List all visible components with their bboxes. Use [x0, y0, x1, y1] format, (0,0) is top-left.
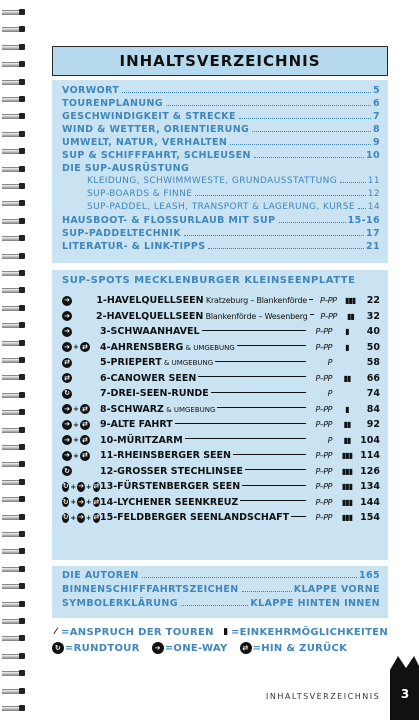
spot-name: [100, 404, 215, 415]
plus-sign: +: [70, 513, 77, 522]
legend: [52, 624, 388, 656]
legend-row-1: [52, 624, 388, 640]
spiral-ring: [2, 493, 26, 505]
spot-page: 74: [366, 388, 380, 400]
spot-tour-type-icons: [62, 435, 100, 445]
beer-mug-icon: ▮: [345, 327, 349, 337]
one-way-icon: ➔: [62, 420, 72, 430]
toc-entry-page: 10: [365, 150, 380, 161]
toc-dot-leader: [208, 248, 364, 249]
spot-title: 13-FÜRSTENBERGER SEEN: [100, 481, 241, 493]
spot-title: 6-CANOWER SEEN: [100, 372, 197, 384]
spiral-ring: [2, 58, 26, 70]
toc-dot-leader: [230, 144, 371, 145]
appendix-page: 165: [358, 570, 380, 581]
difficulty-rating: P: [327, 389, 332, 399]
legend-difficulty: =ANSPRUCH DER TOUREN: [61, 626, 214, 638]
difficulty-rating: P–PP: [315, 404, 332, 414]
return-icon: ⇄: [93, 513, 100, 522]
return-icon: ⇄: [62, 358, 72, 368]
spiral-ring: [2, 145, 26, 157]
spiral-ring: [2, 545, 26, 557]
spiral-ring: [2, 250, 26, 262]
spot-leader-line: [237, 345, 306, 346]
toc-entry[interactable]: [62, 124, 380, 137]
spiral-ring: [2, 76, 26, 88]
difficulty-rating: P: [327, 358, 332, 368]
spot-leader-line: [202, 330, 306, 331]
page-number: 3: [400, 687, 410, 701]
spot-tour-type-icons: [62, 296, 96, 306]
spot-route: Blankenförde – Wesenberg: [205, 311, 308, 321]
spiral-ring: [2, 197, 26, 209]
spot-leader-line: [245, 469, 306, 470]
toc-entry-page: 21: [365, 241, 380, 252]
difficulty-rating: P–PP: [315, 466, 332, 476]
spot-page: 114: [360, 450, 380, 462]
spot-name: [96, 295, 307, 306]
toc-entry-label: SUP-PADDELTECHNIK: [62, 228, 182, 239]
appendix-dot-leader: [142, 577, 357, 578]
spiral-ring: [2, 563, 26, 575]
return-icon: ⇄: [93, 497, 100, 506]
spot-page: 134: [360, 481, 380, 493]
beer-mug-icon: ▮▮: [347, 311, 354, 321]
spot-tour-type-icons: [62, 497, 100, 507]
appendix-page: KLAPPE HINTEN INNEN: [250, 598, 380, 609]
spot-title: 8-SCHWARZ: [100, 403, 164, 415]
toc-dot-leader: [122, 92, 371, 93]
toc-entry-label: SUP & SCHIFFFAHRT, SCHLEUSEN: [62, 150, 251, 161]
toc-entry-label: UMWELT, NATUR, VERHALTEN: [62, 137, 228, 148]
toc-entry-label: LITERATUR- & LINK-TIPPS: [62, 241, 206, 252]
appendix-label: SYMBOLERKLÄRUNG: [62, 598, 178, 609]
toc-dot-leader: [340, 182, 366, 183]
toc-entry-label: VORWORT: [62, 85, 120, 96]
spot-tour-type-icons: [62, 466, 100, 476]
toc-entry-page: 11: [367, 176, 380, 186]
spot-name: [100, 450, 231, 461]
one-way-icon: ➔: [62, 327, 72, 337]
toc-entry-label: KLEIDUNG, SCHWIMMWESTE, GRUNDAUSSTATTUNG: [87, 176, 338, 186]
spot-entry[interactable]: [62, 386, 380, 402]
spiral-ring: [2, 128, 26, 140]
toc-entry[interactable]: [62, 189, 380, 202]
spot-tour-type-icons: [62, 373, 100, 383]
spiral-ring: [2, 528, 26, 540]
appendix-entry[interactable]: [62, 570, 380, 584]
spot-extra: & UMGEBUNG: [183, 343, 235, 352]
spot-tour-type-icons: [62, 311, 96, 321]
appendix-entry[interactable]: [62, 598, 380, 612]
appendix-label: BINNENSCHIFFFAHRTSZEICHEN: [62, 584, 239, 595]
one-way-icon: ➔: [62, 435, 72, 445]
toc-entry-page: 8: [372, 124, 380, 135]
toc-entry-label: SUP-BOARDS & FINNE: [87, 189, 193, 199]
spot-page: 84: [366, 403, 380, 415]
spiral-ring: [2, 511, 26, 523]
one-way-icon: ➔: [62, 451, 72, 461]
toc-entry-label: HAUSBOOT- & FLOSSURLAUB MIT SUP: [62, 215, 276, 226]
spot-entry[interactable]: [62, 433, 380, 449]
return-icon: ⇄: [80, 420, 90, 430]
spot-tour-type-icons: [62, 420, 100, 430]
spot-title: 2-HAVELQUELLSEEN: [96, 310, 204, 322]
difficulty-rating: P–PP: [315, 513, 332, 523]
spot-tour-type-icons: [62, 404, 100, 414]
spot-name: [100, 497, 238, 508]
spiral-ring: [2, 685, 26, 697]
spiral-ring: [2, 232, 26, 244]
spot-title: 3-SCHWAANHAVEL: [100, 326, 200, 338]
plus-sign: +: [85, 513, 92, 522]
difficulty-icon: ⁄: [55, 627, 57, 637]
beer-mug-icon: ▮: [345, 404, 349, 414]
spiral-ring: [2, 424, 26, 436]
plus-sign: +: [85, 498, 92, 507]
spiral-ring: [2, 476, 26, 488]
toc-dot-leader: [184, 235, 364, 236]
toc-entry-page: 12: [367, 189, 380, 199]
difficulty-rating: P–PP: [315, 482, 332, 492]
beer-mug-icon: ▮▮▮: [345, 296, 356, 306]
spiral-ring: [2, 110, 26, 122]
toc-entry-label: DIE SUP-AUSRÜSTUNG: [62, 163, 190, 174]
round-tour-icon: ↻: [52, 642, 64, 654]
spot-title: 9-ALTE FAHRT: [100, 419, 173, 431]
plus-sign: +: [73, 451, 79, 460]
toc-dot-leader: [195, 195, 365, 196]
spot-tour-type-icons: [62, 342, 100, 352]
legend-return: =HIN & ZURÜCK: [252, 642, 348, 654]
spiral-ring: [2, 163, 26, 175]
appendix-panel: [52, 566, 388, 618]
beer-mug-icon: ▮▮▮: [341, 513, 353, 523]
spot-tour-type-icons: [62, 513, 100, 523]
difficulty-rating: P–PP: [319, 296, 337, 306]
return-icon: ⇄: [62, 373, 72, 383]
legend-round: =RUNDTOUR: [65, 642, 140, 654]
spot-name: [96, 311, 308, 322]
toc-entry-page: 9: [372, 137, 380, 148]
page-number-tab: [390, 656, 419, 720]
spot-leader-line: [198, 376, 306, 377]
spiral-ring: [2, 632, 26, 644]
spot-entry[interactable]: [62, 309, 380, 325]
difficulty-rating: P–PP: [320, 311, 337, 321]
legend-row-2: [52, 640, 388, 656]
spiral-ring: [2, 667, 26, 679]
spot-title: 4-AHRENSBERG: [100, 341, 184, 353]
spiral-ring: [2, 458, 26, 470]
spiral-ring: [2, 615, 26, 627]
toc-entry[interactable]: [62, 202, 380, 215]
spot-tour-type-icons: [62, 482, 100, 492]
spot-page: 58: [366, 357, 380, 369]
spiral-ring: [2, 354, 26, 366]
spot-page: 126: [360, 465, 380, 477]
difficulty-rating: P–PP: [315, 327, 332, 337]
spot-page: 32: [366, 310, 381, 322]
toc-entry-label: WIND & WETTER, ORIENTIERUNG: [62, 124, 250, 135]
one-way-icon: ➔: [62, 404, 72, 414]
toc-dot-leader: [252, 131, 371, 132]
toc-dot-leader: [239, 118, 371, 119]
spot-leader-line: [242, 485, 306, 486]
return-icon: ⇄: [80, 404, 90, 414]
toc-entry-page: 5: [372, 85, 380, 96]
return-icon: ⇄: [93, 482, 100, 491]
spiral-ring: [2, 23, 26, 35]
appendix-dot-leader: [242, 591, 292, 592]
spot-entry[interactable]: [62, 495, 380, 511]
spot-name: [100, 481, 240, 492]
spot-tour-type-icons: [62, 327, 100, 337]
spot-title: 7-DREI-SEEN-RUNDE: [100, 388, 209, 400]
spot-entry[interactable]: [62, 479, 380, 495]
toc-entry[interactable]: [62, 215, 380, 228]
spiral-ring: [2, 702, 26, 714]
spots-panel: [52, 270, 388, 560]
toc-entry[interactable]: [62, 228, 380, 241]
spot-entry[interactable]: [62, 355, 380, 371]
spot-page: 50: [366, 341, 380, 353]
spot-entry[interactable]: [62, 324, 380, 340]
toc-entry-label: GESCHWINDIGKEIT & STRECKE: [62, 111, 236, 122]
spot-leader-line: [211, 392, 306, 393]
one-way-icon: ➔: [62, 311, 72, 321]
plus-sign: +: [70, 498, 77, 507]
toc-entry[interactable]: [62, 176, 380, 189]
toc-entry[interactable]: [62, 98, 380, 111]
toc-entry[interactable]: [62, 111, 380, 124]
spot-entry[interactable]: [62, 371, 380, 387]
plus-sign: +: [85, 482, 92, 491]
round-tour-icon: ↻: [62, 389, 72, 399]
one-way-icon: ➔: [62, 296, 72, 306]
spot-entry[interactable]: [62, 510, 380, 526]
toc-entry-label: SUP-PADDEL, LEASH, TRANSPORT & LAGERUNG, KURSE: [87, 202, 355, 212]
spot-extra: & UMGEBUNG: [161, 359, 214, 368]
spot-entry[interactable]: [62, 464, 380, 480]
footer-section-label: INHALTSVERZEICHNIS: [266, 692, 381, 701]
spot-tour-type-icons: [62, 451, 100, 461]
toc-entry[interactable]: [62, 137, 380, 150]
legend-oneway: =ONE-WAY: [164, 642, 228, 654]
one-way-icon: ➔: [152, 642, 164, 654]
spot-name: [100, 466, 243, 477]
spiral-ring: [2, 180, 26, 192]
difficulty-rating: P: [327, 435, 332, 445]
spiral-ring: [2, 284, 26, 296]
spot-leader-line: [175, 423, 306, 424]
spot-title: 14-LYCHENER SEENKREUZ: [100, 496, 239, 508]
spiral-ring: [2, 6, 26, 18]
plus-sign: +: [73, 343, 79, 352]
spiral-binding: [0, 0, 30, 720]
spot-page: 22: [366, 295, 380, 307]
spot-title: 15-FELDBERGER SEENLANDSCHAFT: [100, 512, 290, 524]
spot-page: 66: [366, 372, 380, 384]
return-icon: ⇄: [80, 342, 90, 352]
one-way-icon: ➔: [78, 513, 84, 522]
toc-entry-page: 14: [367, 202, 380, 212]
spot-page: 144: [360, 496, 380, 508]
toc-entry-page: 17: [365, 228, 380, 239]
spot-entry[interactable]: [62, 417, 380, 433]
beer-mug-icon: ▮▮▮: [341, 497, 353, 507]
spot-leader-line: [233, 454, 306, 455]
spot-name: [100, 419, 173, 430]
spiral-ring: [2, 337, 26, 349]
spot-leader-line: [185, 438, 306, 439]
beer-mug-icon: ▮▮: [343, 420, 351, 430]
spot-tour-type-icons: [62, 358, 100, 368]
difficulty-rating: P–PP: [315, 497, 332, 507]
spot-name: [100, 342, 235, 353]
spot-leader-line: [240, 500, 306, 501]
spots-title: SUP-SPOTS MECKLENBURGER KLEINSEENPLATTE: [62, 275, 356, 286]
toc-panel: [52, 80, 388, 263]
spiral-ring: [2, 580, 26, 592]
spiral-ring: [2, 371, 26, 383]
spot-entry[interactable]: [62, 293, 380, 309]
spot-extra: & UMGEBUNG: [163, 405, 216, 414]
toc-entry[interactable]: [62, 241, 380, 254]
toc-dot-leader: [279, 222, 346, 223]
one-way-icon: ➔: [78, 482, 84, 491]
spot-leader-line: [291, 516, 306, 517]
beer-mug-icon: ▮▮▮: [341, 451, 353, 461]
round-tour-icon: ↻: [62, 466, 72, 476]
toc-dot-leader: [254, 157, 364, 158]
beer-mug-icon: ▮▮: [343, 373, 351, 383]
spot-title: 11-RHEINSBERGER SEEN: [100, 450, 231, 462]
spot-page: 40: [366, 326, 380, 338]
spot-title: 5-PRIEPERT: [100, 357, 162, 369]
spot-entry[interactable]: [62, 340, 380, 356]
toc-dot-leader: [166, 105, 371, 106]
appendix-entry[interactable]: [62, 584, 380, 598]
difficulty-rating: P–PP: [315, 420, 332, 430]
spot-name: [100, 435, 183, 446]
toc-dot-leader: [358, 208, 366, 209]
beer-mug-icon: ▮▮: [343, 435, 351, 445]
beer-mug-icon: ▮▮▮: [341, 466, 353, 476]
spot-page: 92: [366, 419, 380, 431]
plus-sign: +: [73, 436, 79, 445]
one-way-icon: ➔: [62, 342, 72, 352]
spiral-ring: [2, 93, 26, 105]
round-tour-icon: ↻: [62, 497, 69, 506]
spot-name: [100, 373, 196, 384]
spot-route: Kratzeburg – Blankenförde: [205, 296, 307, 306]
toc-entry-page: 15-16: [347, 215, 380, 226]
plus-sign: +: [73, 420, 79, 429]
spiral-ring: [2, 441, 26, 453]
return-icon: ⇄: [80, 451, 90, 461]
spiral-ring: [2, 406, 26, 418]
round-tour-icon: ↻: [62, 482, 69, 491]
one-way-icon: ➔: [78, 497, 84, 506]
beer-mug-icon: ▮: [223, 627, 229, 637]
spot-name: [100, 388, 209, 399]
spot-title: 10-MÜRITZARM: [100, 434, 183, 446]
difficulty-rating: P–PP: [315, 451, 332, 461]
toc-entry-page: 6: [372, 98, 380, 109]
appendix-label: DIE AUTOREN: [62, 570, 139, 581]
spots-list: [62, 293, 380, 526]
toc-entry-page: 7: [372, 111, 380, 122]
beer-mug-icon: ▮: [345, 342, 349, 352]
spot-title: 12-GROSSER STECHLINSEE: [100, 465, 243, 477]
page-title: INHALTSVERZEICHNIS: [119, 52, 321, 70]
spot-leader-line: [217, 407, 306, 408]
spiral-ring: [2, 267, 26, 279]
spot-name: [100, 357, 213, 368]
spiral-ring: [2, 41, 26, 53]
spot-leader-line: [215, 361, 306, 362]
spot-tour-type-icons: [62, 389, 100, 399]
spiral-ring: [2, 319, 26, 331]
spot-name: [100, 326, 200, 337]
page-title-box: [52, 46, 388, 76]
appendix-dot-leader: [181, 605, 248, 606]
toc-entry-label: TOURENPLANUNG: [62, 98, 164, 109]
beer-mug-icon: ▮▮▮: [341, 482, 353, 492]
spot-entry[interactable]: [62, 402, 380, 418]
plus-sign: +: [70, 482, 77, 491]
plus-sign: +: [73, 405, 79, 414]
spot-page: 154: [360, 512, 380, 524]
spot-title: 1-HAVELQUELLSEEN: [96, 295, 204, 307]
difficulty-rating: P–PP: [315, 342, 332, 352]
spiral-ring: [2, 598, 26, 610]
spot-entry[interactable]: [62, 448, 380, 464]
spiral-ring: [2, 650, 26, 662]
spot-name: [100, 512, 289, 523]
return-icon: ⇄: [240, 642, 252, 654]
legend-beer: =EINKEHRMÖGLICHKEITEN: [230, 626, 389, 638]
spiral-ring: [2, 389, 26, 401]
return-icon: ⇄: [80, 435, 90, 445]
difficulty-rating: P–PP: [315, 373, 332, 383]
toc-entry[interactable]: [62, 85, 380, 98]
spiral-ring: [2, 215, 26, 227]
toc-entry[interactable]: [62, 150, 380, 163]
spiral-ring: [2, 302, 26, 314]
round-tour-icon: ↻: [62, 513, 69, 522]
toc-entry[interactable]: [62, 163, 380, 176]
spot-page: 104: [360, 434, 380, 446]
appendix-page: KLAPPE VORNE: [293, 584, 380, 595]
